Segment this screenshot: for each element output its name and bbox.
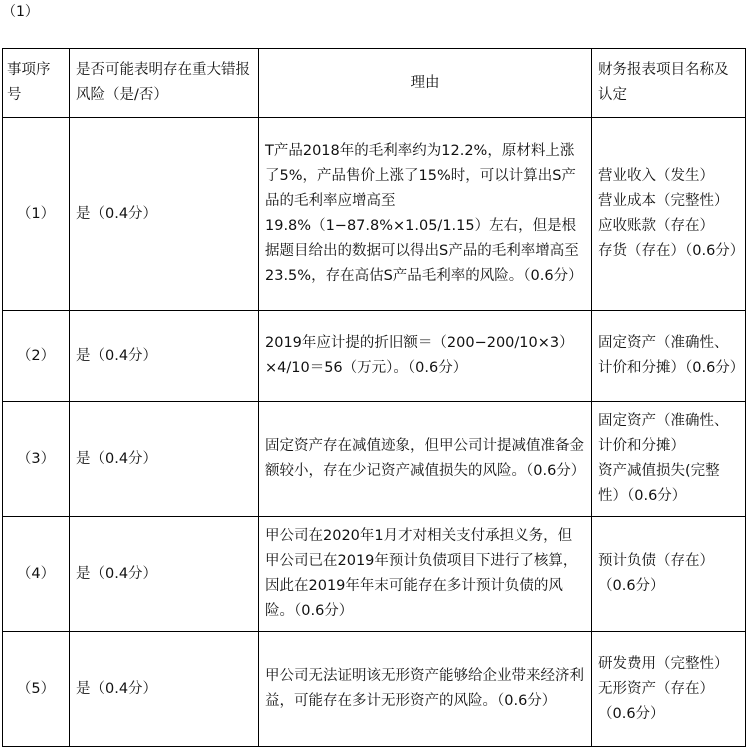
financial-item: 无形资产（存在）（0.6分） — [598, 680, 714, 722]
financial-items-cell — [592, 311, 746, 402]
financial-items-cell — [592, 118, 746, 311]
header-financial-items: 财务报表项目名称及认定 — [592, 49, 746, 118]
risk-assessment-table — [2, 48, 746, 747]
reason-cell: 甲公司无法证明该无形资产能够给企业带来经济利益，可能存在多计无形资产的风险。（0.6分） — [259, 632, 592, 747]
judgement-cell: 是（0.4分） — [70, 118, 259, 311]
financial-item: 预计负债（存在）（0.6分） — [598, 553, 714, 594]
table-row — [3, 118, 746, 311]
financial-item: 存货（存在）（0.6分） — [598, 243, 745, 259]
table-row — [3, 402, 746, 517]
financial-item: 研发费用（完整性） — [598, 655, 729, 672]
financial-item: 应收账款（存在） — [598, 218, 714, 234]
table-row — [3, 632, 746, 747]
item-number: （5） — [3, 632, 70, 747]
item-number: （1） — [3, 118, 70, 311]
financial-items-cell — [592, 517, 746, 632]
judgement-cell: 是（0.4分） — [70, 311, 259, 402]
table-header-row — [3, 49, 746, 118]
reason-cell: T产品2018年的毛利率约为12.2%，原材料上涨了5%，产品售价上涨了15%时，可以计算出S产品的毛利率应增高至19.8%（1−87.8%×1.05/1.15）左右，但是根据题目给出的数据可以得出S产品的毛利率增高至23.5%，存在高估S产品毛利率的风险。（0.6分） — [259, 118, 592, 311]
judgement-cell: 是（0.4分） — [70, 402, 259, 517]
item-number: （4） — [3, 517, 70, 632]
financial-item: 固定资产（准确性、计价和分摊）（0.6分） — [598, 335, 745, 376]
reason-cell: 固定资产存在减值迹象，但甲公司计提减值准备金额较小，存在少记资产减值损失的风险。（0.6分） — [259, 402, 592, 517]
table-row — [3, 517, 746, 632]
header-material-misstatement: 是否可能表明存在重大错报风险（是/否） — [70, 49, 259, 118]
reason-cell: 2019年应计提的折旧额＝（200−200/10×3）×4/10＝56（万元）。（0.6分） — [259, 311, 592, 402]
reason-cell: 甲公司在2020年1月才对相关支付承担义务，但甲公司已在2019年预计负债项目下进行了核算，因此在2019年年末可能存在多计预计负债的风险。（0.6分） — [259, 517, 592, 632]
item-number: （2） — [3, 311, 70, 402]
financial-items-cell — [592, 402, 746, 517]
financial-item: 营业收入（发生） — [598, 168, 714, 184]
header-reason: 理由 — [259, 49, 592, 118]
judgement-cell: 是（0.4分） — [70, 517, 259, 632]
financial-items-cell — [592, 632, 746, 747]
financial-item: 资产减值损失(完整性）（0.6分） — [598, 463, 720, 504]
header-item-number: 事项序号 — [3, 49, 70, 118]
financial-item: 营业成本（完整性） — [598, 193, 729, 209]
table-row — [3, 311, 746, 402]
judgement-cell: 是（0.4分） — [70, 632, 259, 747]
item-number: （3） — [3, 402, 70, 517]
section-label: （1） — [2, 4, 39, 20]
financial-item: 固定资产（准确性、计价和分摊） — [598, 413, 729, 454]
